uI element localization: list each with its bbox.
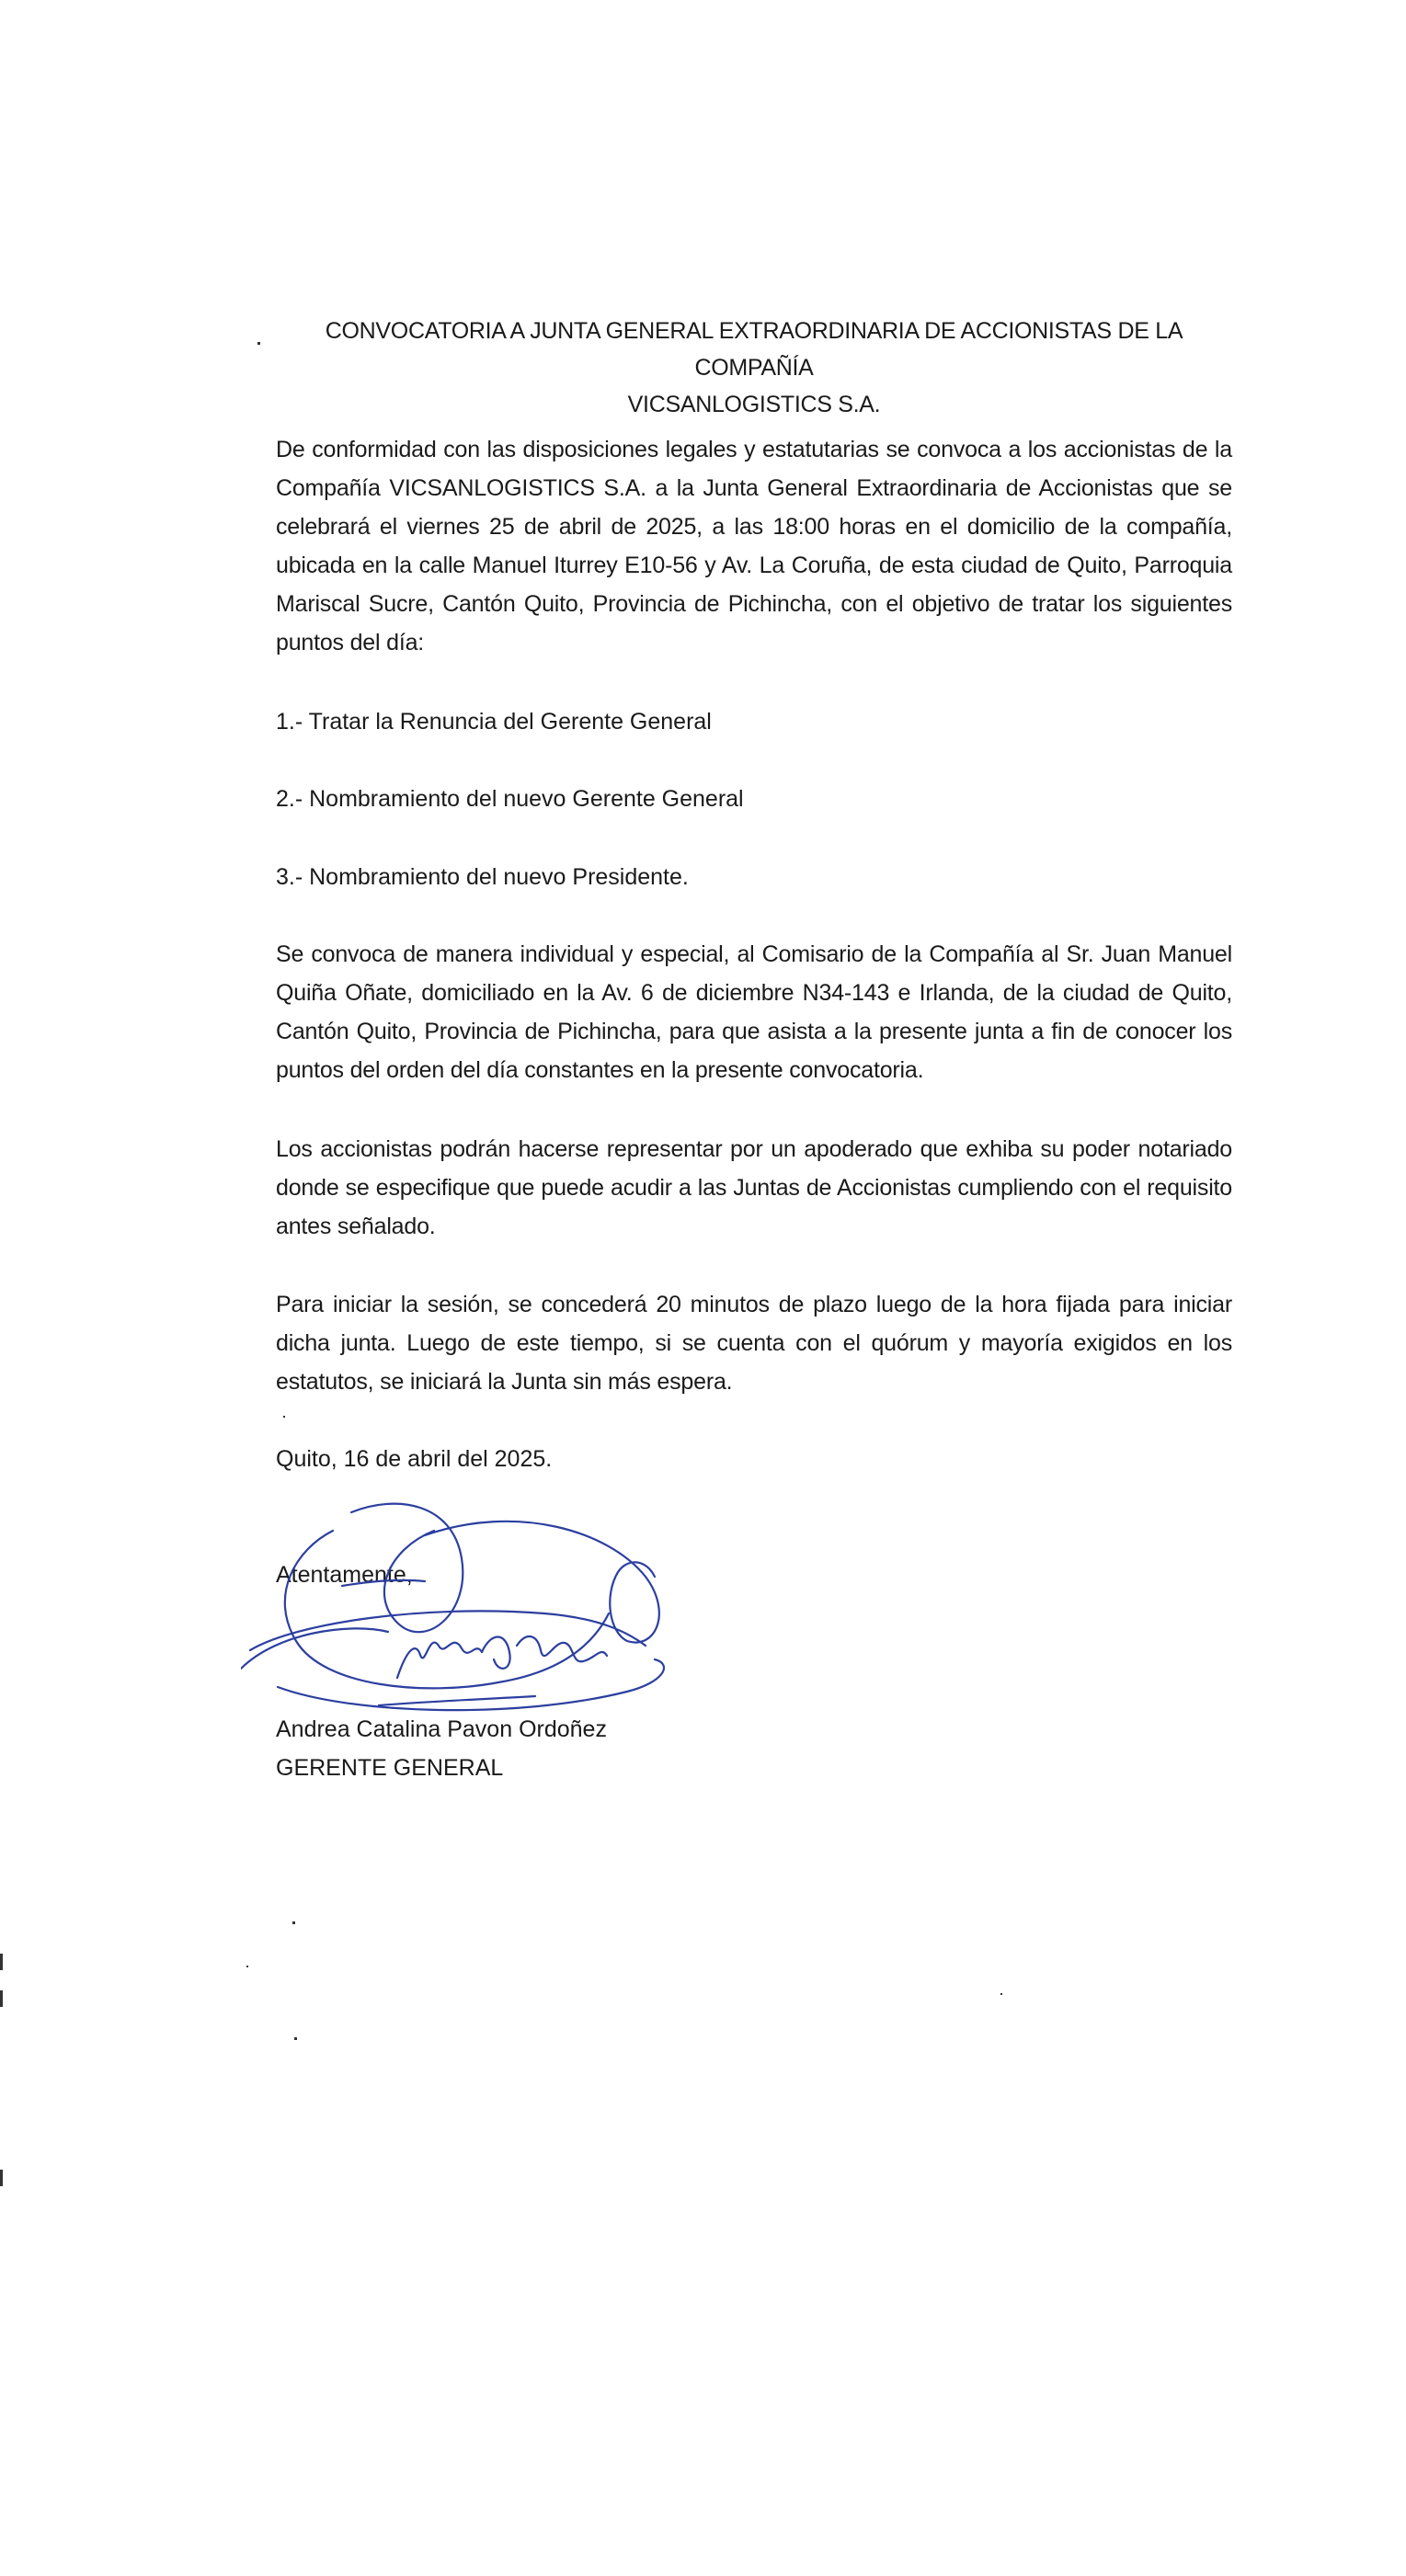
signer-name: Andrea Catalina Pavon Ordoñez: [276, 1716, 607, 1742]
document-title: [276, 313, 1232, 423]
agenda-item-1: 1.- Tratar la Renuncia del Gerente General: [276, 709, 712, 735]
scan-mark: [283, 1416, 285, 1418]
scan-mark: [292, 1921, 295, 1924]
intro-paragraph: De conformidad con las disposiciones legales y estatutarias se convoca a los accionistas de la Compañía VICSANLOGISTICS S.A. a la Junta General Extraordinaria de Accionistas que se celebrará el viernes 25 de abril de 2025, a las 18:00 horas en el domicilio de la compañía, ubicada en la calle Manuel Iturrey E10-56 y Av. La Coruña, de esta ciudad de Quito, Parroquia Mariscal Sucre, Cantón Quito, Provincia de Pichincha, con el objetivo de tratar los siguientes puntos del día:: [276, 437, 1232, 655]
scan-mark: [0, 1954, 3, 1970]
scan-mark: [246, 1966, 248, 1967]
scan-mark: [294, 2037, 297, 2040]
title-line-1: CONVOCATORIA A JUNTA GENERAL EXTRAORDINARIA DE ACCIONISTAS DE LA COMPAÑÍA: [325, 318, 1183, 381]
signer-role: GERENTE GENERAL: [276, 1755, 504, 1781]
date-line: Quito, 16 de abril del 2025.: [276, 1446, 553, 1472]
comisario-paragraph: Se convoca de manera individual y especial, al Comisario de la Compañía al Sr. Juan Manuel Quiña Oñate, domiciliado en la Av. 6 de diciembre N34-143 e Irlanda, de la ciudad de Quito, Cantón Quito, Provincia de Pichincha, para que asista a la presente junta a fin de conocer los puntos del orden del día constantes en la presente convocatoria.: [276, 941, 1232, 1083]
title-line-2: VICSANLOGISTICS S.A.: [627, 392, 881, 417]
apoderado-paragraph: Los accionistas podrán hacerse representar por un apoderado que exhiba su poder notariado donde se especifique que puede acudir a las Juntas de Accionistas cumpliendo con el requisito antes señalado.: [276, 1136, 1232, 1239]
scan-mark: [257, 342, 260, 345]
scan-mark: [0, 2170, 3, 2186]
agenda-item-2: 2.- Nombramiento del nuevo Gerente General: [276, 786, 744, 812]
closing-salutation: Atentamente,: [276, 1562, 413, 1588]
scan-mark: [1000, 1993, 1002, 1995]
session-paragraph: Para iniciar la sesión, se concederá 20 minutos de plazo luego de la hora fijada para iniciar dicha junta. Luego de este tiempo, si se cuenta con el quórum y mayoría exigidos en los estatutos, se iniciará la Junta sin más espera.: [276, 1292, 1232, 1395]
scan-mark: [0, 1990, 3, 2007]
agenda-item-3: 3.- Nombramiento del nuevo Presidente.: [276, 864, 689, 890]
